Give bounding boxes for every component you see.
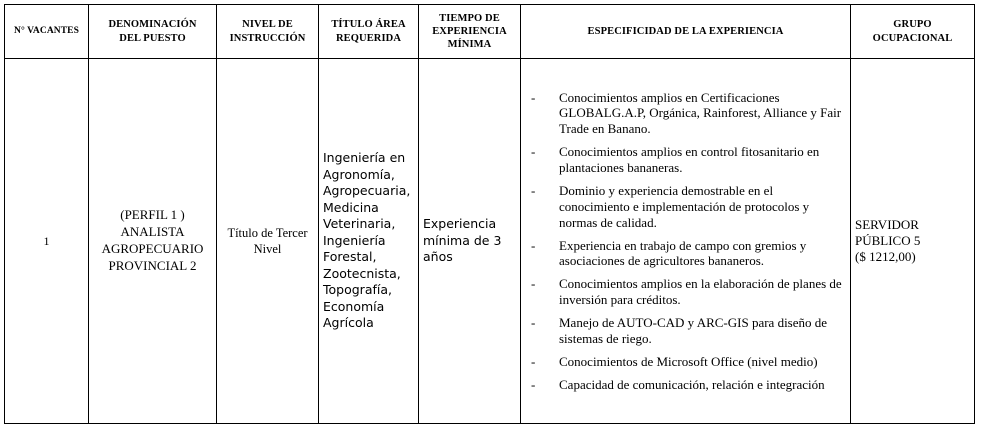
- header-especificidad-line-1: ESPECIFICIDAD DE LA EXPERIENCIA: [587, 25, 784, 37]
- titulo-line-6: Ingeniería: [323, 232, 386, 248]
- nivel-line-1: Título de Tercer: [227, 225, 308, 240]
- header-tiempo-line-1: TIEMPO DE: [439, 12, 500, 24]
- header-titulo-line-2: REQUERIDA: [335, 32, 402, 44]
- titulo-line-1: Ingeniería en: [323, 150, 406, 166]
- list-item: [525, 276, 846, 308]
- table-body: [5, 59, 975, 424]
- bullet-dash: -: [531, 376, 536, 392]
- header-nivel: [217, 5, 319, 59]
- denominacion-line-3: AGROPECUARIO: [101, 241, 204, 256]
- header-vacantes-line-1: N° VACANTES: [14, 25, 79, 36]
- bullet-dash: -: [531, 89, 536, 105]
- header-grupo-line-2: OCUPACIONAL: [872, 32, 953, 44]
- list-item-text: Manejo de AUTO-CAD y ARC-GIS para diseño de sistemas de riego.: [559, 314, 828, 346]
- titulo-line-8: Zootecnista,: [323, 265, 401, 281]
- list-item: [525, 354, 846, 370]
- list-item: [525, 183, 846, 231]
- list-item-text: Dominio y experiencia demostrable en el conocimiento e implementación de protocolos y normas de calidad.: [559, 182, 810, 230]
- tiempo-line-3: años: [423, 249, 453, 265]
- list-item: [525, 238, 846, 270]
- list-item-text: Conocimientos de Microsoft Office (nivel medio): [559, 353, 818, 369]
- cell-vacantes: [5, 59, 89, 424]
- header-denominacion-line-1: DENOMINACIÓN: [108, 19, 197, 31]
- vacancy-table: [4, 4, 975, 424]
- list-item: [525, 315, 846, 347]
- titulo-line-11: Agrícola: [323, 315, 374, 331]
- document-page: [0, 4, 986, 438]
- nivel-line-2: Nivel: [253, 242, 282, 256]
- denominacion-line-2: ANALISTA: [120, 224, 185, 240]
- cell-especificidad: [521, 59, 851, 424]
- titulo-line-2: Agronomía,: [323, 166, 395, 182]
- list-item-text: Conocimientos amplios en control fitosanitario en plantaciones bananeras.: [559, 144, 820, 176]
- cell-grupo: [851, 59, 975, 424]
- list-item-text: Capacidad de comunicación, relación e integración: [559, 376, 825, 392]
- header-nivel-line-2: INSTRUCCIÓN: [229, 32, 306, 44]
- denominacion-line-4: PROVINCIAL 2: [108, 257, 197, 273]
- header-denominacion-line-2: DEL PUESTO: [119, 32, 186, 44]
- cell-nivel: [217, 59, 319, 424]
- titulo-line-3: Agropecuaria,: [323, 183, 411, 199]
- experience-list: [525, 90, 846, 393]
- tiempo-line-2: mínima de 3: [423, 232, 502, 248]
- bullet-dash: -: [531, 353, 536, 369]
- bullet-dash: -: [531, 182, 536, 198]
- header-nivel-line-1: NIVEL DE: [242, 19, 293, 31]
- cell-tiempo: [419, 59, 521, 424]
- titulo-line-4: Medicina: [323, 199, 379, 215]
- header-titulo-line-1: TÍTULO ÁREA: [331, 19, 406, 31]
- table-row: [5, 59, 975, 424]
- header-tiempo-line-3: MÍNIMA: [447, 39, 492, 51]
- grupo-line-2: PÚBLICO 5: [855, 232, 921, 248]
- header-denominacion: [89, 5, 217, 59]
- bullet-dash: -: [531, 144, 536, 160]
- list-item-text: Conocimientos amplios en la elaboración de planes de inversión para créditos.: [559, 276, 842, 308]
- vacantes-value: 1: [43, 233, 50, 248]
- header-especificidad: [521, 5, 851, 59]
- cell-denominacion: [89, 59, 217, 424]
- bullet-dash: -: [531, 314, 536, 330]
- bullet-dash: -: [531, 237, 536, 253]
- table-header-row: [5, 5, 975, 59]
- list-item-text: Conocimientos amplios en Certificaciones GLOBALG.A.P, Orgánica, Rainforest, Alliance y Fair Trade en Banano.: [559, 89, 842, 137]
- grupo-line-1: SERVIDOR: [855, 216, 919, 232]
- bullet-dash: -: [531, 276, 536, 292]
- header-vacantes: [5, 5, 89, 59]
- list-item: [525, 90, 846, 138]
- header-titulo: [319, 5, 419, 59]
- denominacion-line-1: (PERFIL 1 ): [120, 207, 185, 223]
- table-header: [5, 5, 975, 59]
- titulo-line-7: Forestal,: [323, 249, 377, 265]
- tiempo-line-1: Experiencia: [423, 216, 497, 232]
- titulo-line-9: Topografía,: [323, 282, 392, 298]
- cell-titulo: [319, 59, 419, 424]
- list-item: [525, 144, 846, 176]
- header-grupo: [851, 5, 975, 59]
- header-grupo-line-1: GRUPO: [893, 19, 932, 31]
- list-item: [525, 377, 846, 393]
- titulo-line-5: Veterinaria,: [323, 216, 396, 232]
- list-item-text: Experiencia en trabajo de campo con gremios y asociaciones de agricultores bananeros.: [559, 237, 807, 269]
- header-tiempo: [419, 5, 521, 59]
- header-tiempo-line-2: EXPERIENCIA: [432, 25, 507, 37]
- titulo-line-10: Economía: [323, 298, 385, 314]
- grupo-line-3: ($ 1212,00): [855, 249, 916, 265]
